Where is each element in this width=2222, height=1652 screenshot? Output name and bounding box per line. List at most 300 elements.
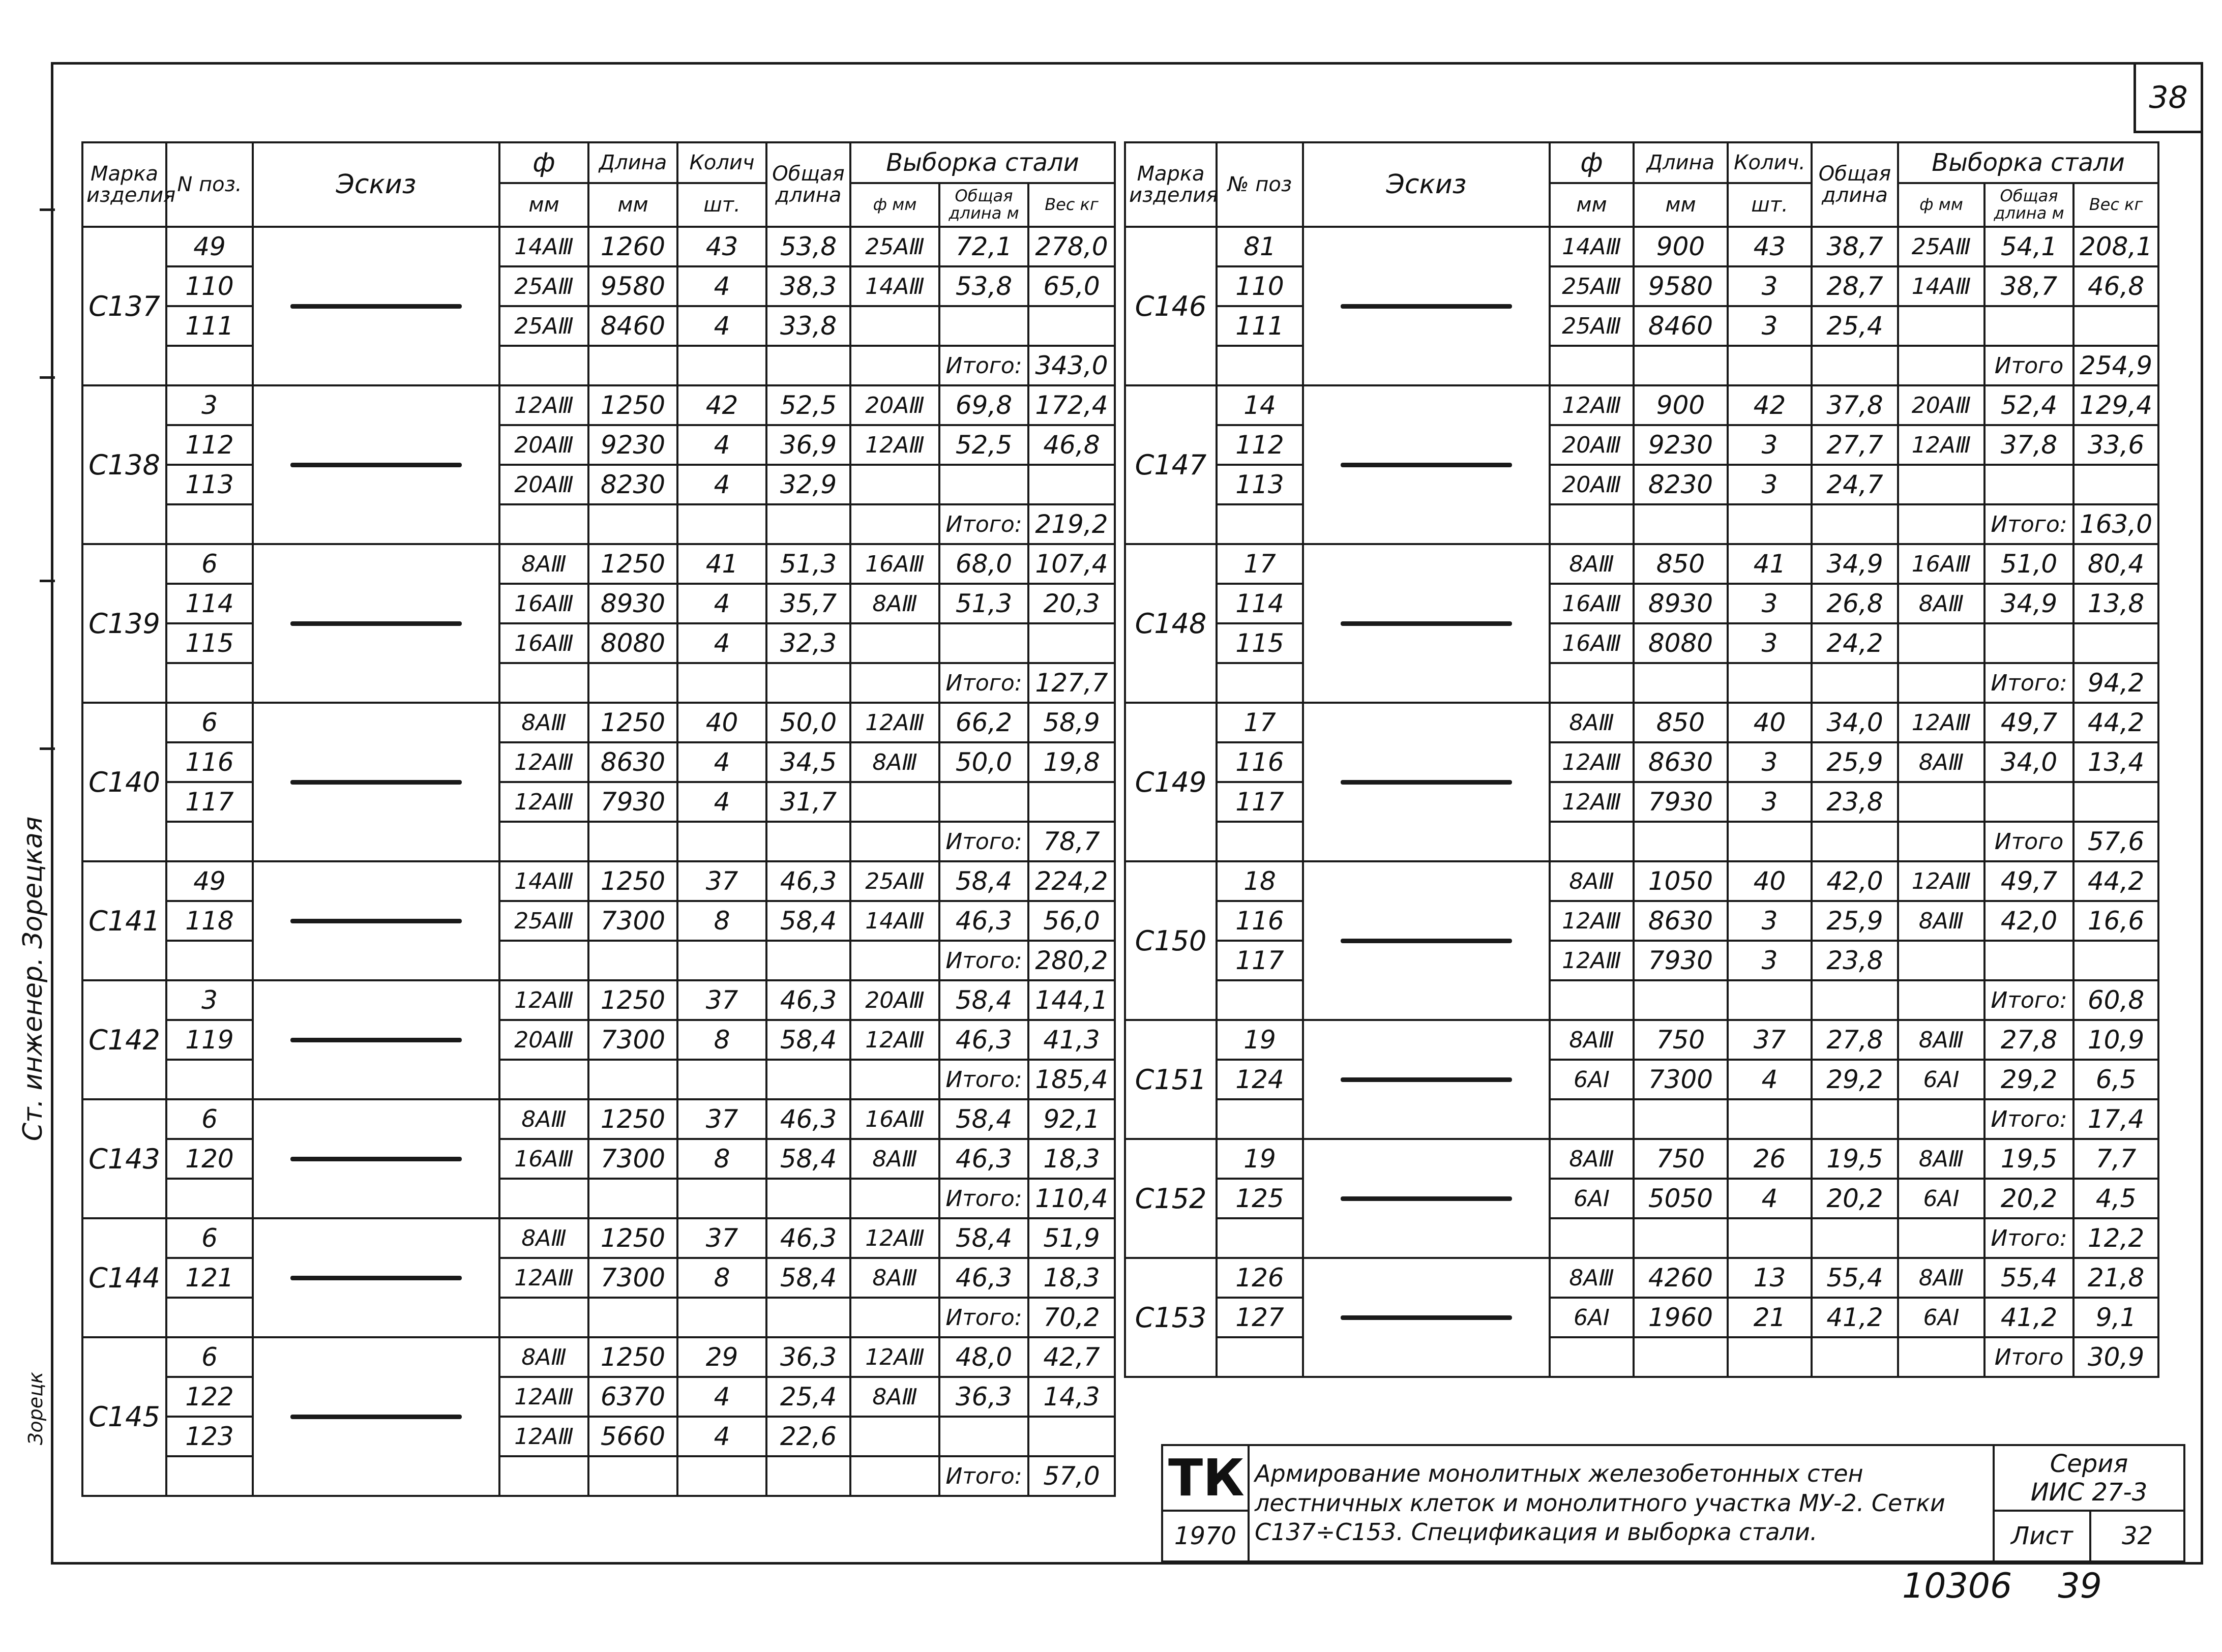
position-number: 49 bbox=[166, 227, 253, 266]
steel-diameter: 8АⅢ bbox=[1898, 1258, 1984, 1298]
table-row bbox=[1125, 742, 2158, 782]
steel-diameter bbox=[850, 465, 939, 504]
title-block bbox=[1161, 1444, 2185, 1563]
steel-diameter bbox=[1898, 306, 1984, 346]
itogo-value: 12,2 bbox=[2073, 1218, 2158, 1258]
empty-cell bbox=[1898, 1218, 1984, 1258]
itogo-label: Итого: bbox=[939, 1179, 1028, 1218]
itogo-label: Итого: bbox=[1984, 1099, 2073, 1139]
steel-total-length bbox=[1984, 465, 2073, 504]
total-length: 38,7 bbox=[1812, 227, 1898, 266]
steel-total-length: 58,4 bbox=[939, 861, 1028, 901]
empty-cell bbox=[166, 941, 253, 980]
total-length: 55,4 bbox=[1812, 1258, 1898, 1298]
steel-total-length: 55,4 bbox=[1984, 1258, 2073, 1298]
sketch-cell bbox=[253, 703, 499, 861]
bar-length: 1250 bbox=[588, 1337, 677, 1377]
bar-quantity: 37 bbox=[677, 1099, 766, 1139]
steel-weight: 46,8 bbox=[1028, 425, 1115, 465]
empty-cell bbox=[1217, 980, 1303, 1020]
empty-cell bbox=[1217, 346, 1303, 385]
header-steel: Выборка стали bbox=[850, 142, 1115, 183]
empty-cell bbox=[1812, 504, 1898, 544]
bar-diameter: 14АⅢ bbox=[499, 227, 588, 266]
tk-label: ТК bbox=[1162, 1445, 1249, 1511]
sketch-cell bbox=[253, 385, 499, 544]
bar-quantity: 40 bbox=[1728, 861, 1812, 901]
bar-diameter: 8АⅢ bbox=[499, 1099, 588, 1139]
itogo-row bbox=[1125, 346, 2158, 385]
itogo-label: Итого: bbox=[939, 822, 1028, 861]
itogo-row bbox=[82, 822, 1115, 861]
steel-weight: 107,4 bbox=[1028, 544, 1115, 584]
bar-diameter: 12АⅢ bbox=[1550, 742, 1634, 782]
total-length: 46,3 bbox=[766, 980, 850, 1020]
steel-total-length: 72,1 bbox=[939, 227, 1028, 266]
empty-cell bbox=[1550, 1337, 1634, 1377]
table-row bbox=[1125, 901, 2158, 941]
empty-cell bbox=[1898, 822, 1984, 861]
sheet-value: 32 bbox=[2090, 1511, 2184, 1561]
table-row bbox=[1125, 425, 2158, 465]
bar-quantity: 41 bbox=[677, 544, 766, 584]
rebar-sketch-line bbox=[290, 919, 462, 923]
steel-diameter: 14АⅢ bbox=[850, 901, 939, 941]
item-mark: С152 bbox=[1125, 1139, 1217, 1258]
bar-quantity: 41 bbox=[1728, 544, 1812, 584]
bar-length: 8230 bbox=[1634, 465, 1728, 504]
position-number: 117 bbox=[1217, 941, 1303, 980]
steel-weight: 18,3 bbox=[1028, 1139, 1115, 1179]
empty-cell bbox=[1550, 504, 1634, 544]
empty-cell bbox=[1634, 822, 1728, 861]
table-row bbox=[82, 782, 1115, 822]
steel-weight bbox=[2073, 941, 2158, 980]
bar-quantity: 4 bbox=[1728, 1179, 1812, 1218]
steel-total-length: 49,7 bbox=[1984, 861, 2073, 901]
itogo-value: 219,2 bbox=[1028, 504, 1115, 544]
steel-diameter: 12АⅢ bbox=[850, 425, 939, 465]
total-length: 33,8 bbox=[766, 306, 850, 346]
bar-diameter: 25АⅢ bbox=[1550, 266, 1634, 306]
bar-diameter: 20АⅢ bbox=[1550, 425, 1634, 465]
right-spec-table bbox=[1124, 141, 2159, 1378]
rebar-sketch-line bbox=[290, 780, 462, 785]
itogo-row bbox=[82, 1179, 1115, 1218]
rebar-sketch-line bbox=[290, 1415, 462, 1419]
steel-weight: 44,2 bbox=[2073, 861, 2158, 901]
bar-quantity: 37 bbox=[677, 980, 766, 1020]
steel-diameter bbox=[1898, 465, 1984, 504]
bar-diameter: 12АⅢ bbox=[499, 385, 588, 425]
itogo-row bbox=[1125, 822, 2158, 861]
side-signature: Ст. инженер. Зорецкая bbox=[18, 816, 49, 1142]
position-number: 17 bbox=[1217, 544, 1303, 584]
bar-length: 5050 bbox=[1634, 1179, 1728, 1218]
itogo-label: Итого: bbox=[939, 1298, 1028, 1337]
series-label: Серия bbox=[2050, 1449, 2128, 1478]
empty-cell bbox=[1217, 663, 1303, 703]
header-length: Длина bbox=[588, 142, 677, 183]
bar-quantity: 40 bbox=[1728, 703, 1812, 742]
steel-weight bbox=[1028, 623, 1115, 663]
table-row bbox=[82, 623, 1115, 663]
empty-cell bbox=[588, 346, 677, 385]
bar-diameter: 6АⅠ bbox=[1550, 1298, 1634, 1337]
steel-total-length: 38,7 bbox=[1984, 266, 2073, 306]
bar-diameter: 16АⅢ bbox=[499, 584, 588, 623]
empty-cell bbox=[1812, 663, 1898, 703]
bar-quantity: 3 bbox=[1728, 425, 1812, 465]
steel-diameter: 8АⅢ bbox=[850, 1139, 939, 1179]
steel-weight: 6,5 bbox=[2073, 1060, 2158, 1099]
itogo-label: Итого: bbox=[1984, 663, 2073, 703]
total-length: 58,4 bbox=[766, 901, 850, 941]
itogo-row bbox=[1125, 1099, 2158, 1139]
itogo-row bbox=[82, 1060, 1115, 1099]
bar-diameter: 25АⅢ bbox=[499, 901, 588, 941]
bar-quantity: 3 bbox=[1728, 742, 1812, 782]
steel-diameter: 8АⅢ bbox=[850, 742, 939, 782]
bar-length: 8630 bbox=[588, 742, 677, 782]
margin-tick bbox=[40, 376, 55, 379]
bar-length: 7300 bbox=[1634, 1060, 1728, 1099]
table-row bbox=[82, 227, 1115, 266]
item-mark: С137 bbox=[82, 227, 166, 385]
empty-cell bbox=[1728, 1218, 1812, 1258]
bar-quantity: 3 bbox=[1728, 584, 1812, 623]
sheet-title: Армирование монолитных железобетонных стен лестничных клеток и монолитного участка МУ-2. Сетки С137÷С153. Спецификация и выборка стали. bbox=[1249, 1445, 1994, 1561]
empty-cell bbox=[1728, 822, 1812, 861]
itogo-value: 94,2 bbox=[2073, 663, 2158, 703]
position-number: 110 bbox=[166, 266, 253, 306]
steel-total-length: 58,4 bbox=[939, 1099, 1028, 1139]
steel-diameter: 12АⅢ bbox=[1898, 861, 1984, 901]
bar-length: 8930 bbox=[588, 584, 677, 623]
table-row bbox=[1125, 227, 2158, 266]
rebar-sketch-line bbox=[290, 1157, 462, 1161]
empty-cell bbox=[166, 663, 253, 703]
bar-quantity: 3 bbox=[1728, 266, 1812, 306]
bar-quantity: 8 bbox=[677, 1139, 766, 1179]
header-qty-unit: шт. bbox=[1728, 183, 1812, 227]
bar-quantity: 4 bbox=[677, 306, 766, 346]
steel-weight: 18,3 bbox=[1028, 1258, 1115, 1298]
steel-diameter: 8АⅢ bbox=[1898, 742, 1984, 782]
total-length: 27,7 bbox=[1812, 425, 1898, 465]
bar-diameter: 25АⅢ bbox=[499, 266, 588, 306]
header-phi-unit: мм bbox=[499, 183, 588, 227]
table-row bbox=[82, 1258, 1115, 1298]
empty-cell bbox=[588, 663, 677, 703]
table-row bbox=[1125, 941, 2158, 980]
itogo-row bbox=[82, 346, 1115, 385]
position-number: 117 bbox=[166, 782, 253, 822]
table-row bbox=[1125, 1139, 2158, 1179]
steel-weight: 208,1 bbox=[2073, 227, 2158, 266]
bar-quantity: 3 bbox=[1728, 901, 1812, 941]
empty-cell bbox=[1898, 1337, 1984, 1377]
rebar-sketch-line bbox=[290, 463, 462, 467]
empty-cell bbox=[499, 663, 588, 703]
sketch-cell bbox=[1303, 385, 1550, 544]
empty-cell bbox=[166, 346, 253, 385]
steel-weight: 129,4 bbox=[2073, 385, 2158, 425]
empty-cell bbox=[1634, 1099, 1728, 1139]
table-row bbox=[82, 1020, 1115, 1060]
empty-cell bbox=[850, 1179, 939, 1218]
position-number: 123 bbox=[166, 1417, 253, 1456]
table-row bbox=[82, 1417, 1115, 1456]
bar-diameter: 8АⅢ bbox=[1550, 1258, 1634, 1298]
steel-diameter: 8АⅢ bbox=[1898, 584, 1984, 623]
table-row bbox=[1125, 1179, 2158, 1218]
position-number: 3 bbox=[166, 385, 253, 425]
total-length: 52,5 bbox=[766, 385, 850, 425]
steel-weight: 65,0 bbox=[1028, 266, 1115, 306]
total-length: 53,8 bbox=[766, 227, 850, 266]
table-row bbox=[1125, 703, 2158, 742]
itogo-label: Итого: bbox=[939, 1060, 1028, 1099]
itogo-value: 163,0 bbox=[2073, 504, 2158, 544]
steel-diameter bbox=[850, 623, 939, 663]
total-length: 25,9 bbox=[1812, 742, 1898, 782]
steel-total-length: 50,0 bbox=[939, 742, 1028, 782]
steel-weight bbox=[2073, 782, 2158, 822]
empty-cell bbox=[1728, 1099, 1812, 1139]
bar-quantity: 4 bbox=[677, 782, 766, 822]
bar-length: 1250 bbox=[588, 1218, 677, 1258]
table-row bbox=[1125, 782, 2158, 822]
steel-diameter: 12АⅢ bbox=[850, 1337, 939, 1377]
bar-quantity: 37 bbox=[677, 861, 766, 901]
bar-length: 7300 bbox=[588, 1139, 677, 1179]
steel-weight: 10,9 bbox=[2073, 1020, 2158, 1060]
steel-weight: 14,3 bbox=[1028, 1377, 1115, 1417]
steel-weight: 7,7 bbox=[2073, 1139, 2158, 1179]
total-length: 24,7 bbox=[1812, 465, 1898, 504]
empty-cell bbox=[850, 504, 939, 544]
bar-quantity: 29 bbox=[677, 1337, 766, 1377]
steel-weight: 13,8 bbox=[2073, 584, 2158, 623]
steel-diameter: 25АⅢ bbox=[850, 227, 939, 266]
bar-diameter: 20АⅢ bbox=[499, 465, 588, 504]
steel-weight: 92,1 bbox=[1028, 1099, 1115, 1139]
table-row bbox=[82, 703, 1115, 742]
itogo-value: 185,4 bbox=[1028, 1060, 1115, 1099]
bar-diameter: 25АⅢ bbox=[1550, 306, 1634, 346]
empty-cell bbox=[850, 1298, 939, 1337]
empty-cell bbox=[1898, 663, 1984, 703]
bar-length: 1250 bbox=[588, 703, 677, 742]
bar-diameter: 16АⅢ bbox=[499, 623, 588, 663]
steel-diameter: 8АⅢ bbox=[1898, 1020, 1984, 1060]
total-length: 19,5 bbox=[1812, 1139, 1898, 1179]
bar-length: 8080 bbox=[588, 623, 677, 663]
table-row bbox=[82, 742, 1115, 782]
itogo-value: 280,2 bbox=[1028, 941, 1115, 980]
empty-cell bbox=[1728, 346, 1812, 385]
steel-total-length: 27,8 bbox=[1984, 1020, 2073, 1060]
empty-cell bbox=[766, 504, 850, 544]
rebar-sketch-line bbox=[1341, 304, 1513, 309]
series-value: ИИС 27-3 bbox=[2030, 1478, 2148, 1507]
bar-quantity: 4 bbox=[677, 1377, 766, 1417]
bar-length: 7300 bbox=[588, 1020, 677, 1060]
empty-cell bbox=[850, 663, 939, 703]
bar-quantity: 3 bbox=[1728, 782, 1812, 822]
itogo-label: Итого bbox=[1984, 822, 2073, 861]
item-mark: С143 bbox=[82, 1099, 166, 1218]
steel-diameter: 8АⅢ bbox=[850, 1377, 939, 1417]
itogo-row bbox=[82, 504, 1115, 544]
rebar-sketch-line bbox=[1341, 621, 1513, 626]
bar-length: 1960 bbox=[1634, 1298, 1728, 1337]
header-length-unit: мм bbox=[1634, 183, 1728, 227]
bar-quantity: 43 bbox=[1728, 227, 1812, 266]
steel-diameter: 6АⅠ bbox=[1898, 1298, 1984, 1337]
table-row bbox=[1125, 623, 2158, 663]
steel-total-length: 58,4 bbox=[939, 1218, 1028, 1258]
sketch-cell bbox=[1303, 703, 1550, 861]
bar-length: 850 bbox=[1634, 703, 1728, 742]
steel-diameter: 14АⅢ bbox=[850, 266, 939, 306]
header-steel-length: Общая длина м bbox=[939, 183, 1028, 227]
itogo-value: 57,6 bbox=[2073, 822, 2158, 861]
header-steel-phi: ф мм bbox=[1898, 183, 1984, 227]
empty-cell bbox=[850, 941, 939, 980]
empty-cell bbox=[1550, 663, 1634, 703]
steel-weight bbox=[1028, 465, 1115, 504]
header-pos: № поз bbox=[1217, 142, 1303, 227]
empty-cell bbox=[1898, 346, 1984, 385]
rebar-sketch-line bbox=[1341, 463, 1513, 467]
total-length: 38,3 bbox=[766, 266, 850, 306]
position-number: 19 bbox=[1217, 1020, 1303, 1060]
steel-diameter bbox=[850, 1417, 939, 1456]
position-number: 118 bbox=[166, 901, 253, 941]
steel-total-length: 54,1 bbox=[1984, 227, 2073, 266]
table-row bbox=[82, 1377, 1115, 1417]
bar-diameter: 20АⅢ bbox=[499, 1020, 588, 1060]
bar-diameter: 12АⅢ bbox=[1550, 941, 1634, 980]
itogo-value: 254,9 bbox=[2073, 346, 2158, 385]
bar-diameter: 16АⅢ bbox=[1550, 623, 1634, 663]
rebar-sketch-line bbox=[1341, 1315, 1513, 1320]
empty-cell bbox=[1634, 663, 1728, 703]
bar-diameter: 12АⅢ bbox=[499, 1417, 588, 1456]
steel-total-length: 36,3 bbox=[939, 1377, 1028, 1417]
steel-diameter: 20АⅢ bbox=[850, 980, 939, 1020]
total-length: 31,7 bbox=[766, 782, 850, 822]
empty-cell bbox=[1812, 346, 1898, 385]
position-number: 112 bbox=[1217, 425, 1303, 465]
total-length: 28,7 bbox=[1812, 266, 1898, 306]
empty-cell bbox=[1550, 1099, 1634, 1139]
steel-weight: 13,4 bbox=[2073, 742, 2158, 782]
position-number: 117 bbox=[1217, 782, 1303, 822]
total-length: 50,0 bbox=[766, 703, 850, 742]
bar-quantity: 21 bbox=[1728, 1298, 1812, 1337]
empty-cell bbox=[766, 346, 850, 385]
itogo-label: Итого: bbox=[939, 663, 1028, 703]
steel-weight: 16,6 bbox=[2073, 901, 2158, 941]
total-length: 34,5 bbox=[766, 742, 850, 782]
rebar-sketch-line bbox=[1341, 780, 1513, 785]
position-number: 114 bbox=[1217, 584, 1303, 623]
header-steel-weight: Вес кг bbox=[1028, 183, 1115, 227]
bar-diameter: 12АⅢ bbox=[499, 1258, 588, 1298]
table-row bbox=[82, 266, 1115, 306]
steel-diameter bbox=[1898, 782, 1984, 822]
total-length: 42,0 bbox=[1812, 861, 1898, 901]
header-steel-length: Общая длина м bbox=[1984, 183, 2073, 227]
empty-cell bbox=[1812, 1337, 1898, 1377]
empty-cell bbox=[499, 1298, 588, 1337]
itogo-value: 127,7 bbox=[1028, 663, 1115, 703]
steel-diameter bbox=[850, 782, 939, 822]
empty-cell bbox=[850, 1060, 939, 1099]
steel-diameter: 6АⅠ bbox=[1898, 1060, 1984, 1099]
empty-cell bbox=[499, 1060, 588, 1099]
empty-cell bbox=[1217, 822, 1303, 861]
bar-diameter: 12АⅢ bbox=[1550, 782, 1634, 822]
table-row bbox=[82, 385, 1115, 425]
total-length: 23,8 bbox=[1812, 941, 1898, 980]
steel-total-length: 19,5 bbox=[1984, 1139, 2073, 1179]
itogo-row bbox=[1125, 504, 2158, 544]
bar-quantity: 3 bbox=[1728, 306, 1812, 346]
header-length: Длина bbox=[1634, 142, 1728, 183]
total-length: 25,4 bbox=[766, 1377, 850, 1417]
steel-diameter: 25АⅢ bbox=[1898, 227, 1984, 266]
steel-weight: 4,5 bbox=[2073, 1179, 2158, 1218]
item-mark: С145 bbox=[82, 1337, 166, 1496]
bar-diameter: 8АⅢ bbox=[1550, 1139, 1634, 1179]
bar-diameter: 8АⅢ bbox=[499, 1218, 588, 1258]
position-number: 17 bbox=[1217, 703, 1303, 742]
steel-diameter bbox=[1898, 623, 1984, 663]
itogo-row bbox=[1125, 1337, 2158, 1377]
position-number: 126 bbox=[1217, 1258, 1303, 1298]
position-number: 6 bbox=[166, 1218, 253, 1258]
left-spec-table bbox=[81, 141, 1116, 1497]
steel-total-length bbox=[939, 782, 1028, 822]
itogo-row bbox=[1125, 663, 2158, 703]
empty-cell bbox=[499, 1456, 588, 1496]
position-number: 127 bbox=[1217, 1298, 1303, 1337]
steel-weight: 278,0 bbox=[1028, 227, 1115, 266]
position-number: 114 bbox=[166, 584, 253, 623]
bar-quantity: 13 bbox=[1728, 1258, 1812, 1298]
total-length: 27,8 bbox=[1812, 1020, 1898, 1060]
itogo-row bbox=[1125, 1218, 2158, 1258]
table-row bbox=[82, 980, 1115, 1020]
position-number: 116 bbox=[166, 742, 253, 782]
total-length: 41,2 bbox=[1812, 1298, 1898, 1337]
itogo-value: 70,2 bbox=[1028, 1298, 1115, 1337]
bar-quantity: 4 bbox=[677, 465, 766, 504]
sketch-cell bbox=[1303, 1258, 1550, 1377]
position-number: 49 bbox=[166, 861, 253, 901]
item-mark: С146 bbox=[1125, 227, 1217, 385]
item-mark: С139 bbox=[82, 544, 166, 703]
steel-diameter: 8АⅢ bbox=[1898, 1139, 1984, 1179]
bar-diameter: 8АⅢ bbox=[1550, 861, 1634, 901]
steel-weight: 172,4 bbox=[1028, 385, 1115, 425]
bar-length: 1250 bbox=[588, 861, 677, 901]
itogo-label: Итого: bbox=[1984, 504, 2073, 544]
